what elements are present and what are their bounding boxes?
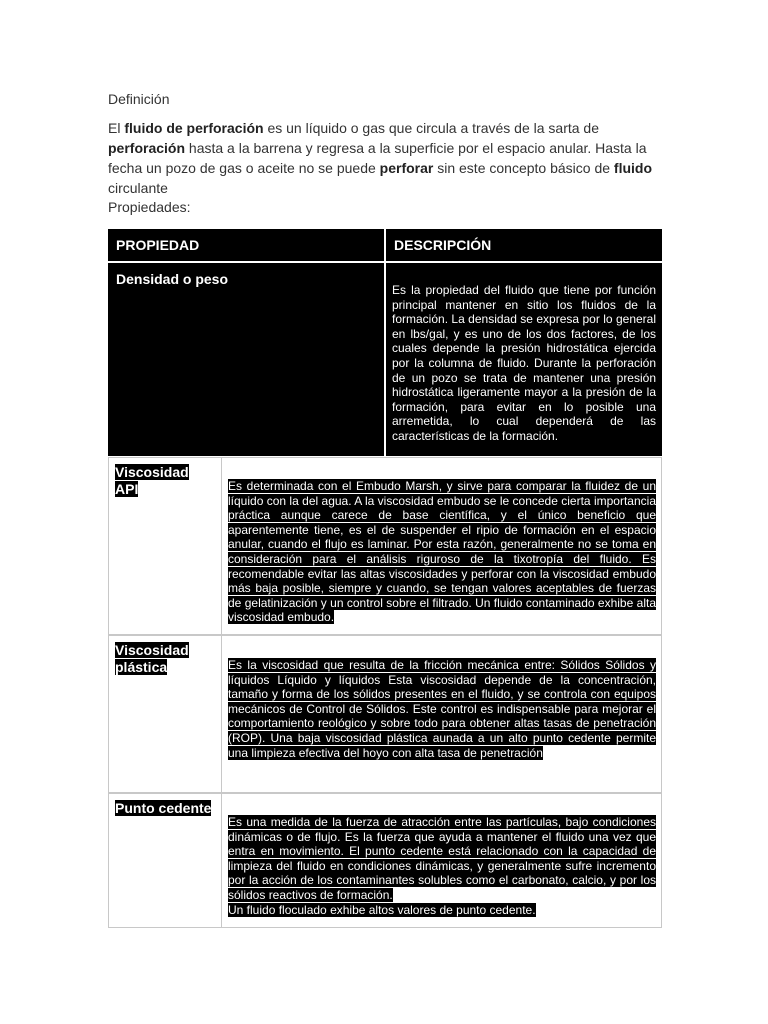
intro-bold: fluido (613, 160, 653, 176)
table-row (108, 263, 662, 456)
row-description (228, 479, 656, 625)
intro-text: El (108, 120, 125, 136)
row-description: Es la propiedad del fluido que tiene por función principal mantener en sitio los fluidos de la formación. La densidad se expresa por lo general en lbs/gal, y es uno de los dos factores, de los cuales depende la presión hidrostática ejercida por la columna de fluido. Durante la perforación de un pozo se trata de mantener una presión hidrostática ligeramente mayor a la presión de la formación, para evitar en lo posible una arremetida, lo cual dependerá de las características de la formación. (392, 283, 656, 443)
intro-bold: fluido de perforación (124, 120, 264, 136)
table-row (108, 457, 662, 635)
column-divider (384, 263, 386, 456)
intro-text: circulante (108, 180, 168, 196)
column-divider (221, 458, 222, 634)
row-description (228, 658, 656, 760)
intro-text: es un líquido o gas que circula a través de la sarta de (263, 120, 600, 136)
intro-bold: perforación (108, 140, 186, 156)
table-row (108, 635, 662, 793)
intro-text: sin este concepto básico de (433, 160, 614, 176)
column-divider (221, 636, 222, 792)
intro-paragraph (108, 118, 664, 198)
row-property-text: Viscosidad API (115, 464, 189, 497)
intro-text: hasta a la barrena y regresa a la superficie por el espacio anular. Hasta la fecha un pozo de gas o aceite no se puede (108, 140, 647, 176)
row-property-text: Punto cedente (115, 800, 212, 816)
row-description (228, 815, 656, 917)
intro-bold: perforar (379, 160, 434, 176)
row-description-text: Es la viscosidad que resulta de la fricción mecánica entre: Sólidos Sólidos y líquidos Líquido y líquidos Esta viscosidad depende de la concentración, tamaño y forma de los sólidos presentes en el fluido, y se controla con equipos mecánicos de Control de Sólidos. Este control es indispensable para mejorar el comportamiento reológico y sobre todo para obtener altas tasas de penetración (ROP). Una baja viscosidad plástica aunada a un alto punto cedente permite una limpieza efectiva del hoyo con alta tasa de penetración (228, 658, 656, 760)
row-property (115, 800, 215, 817)
header-description: DESCRIPCIÓN (386, 229, 662, 261)
row-property (115, 642, 215, 676)
row-property-text: Viscosidad plástica (115, 642, 189, 675)
row-description-text: Es una medida de la fuerza de atracción entre las partículas, bajo condiciones dinámicas o de flujo. Es la fuerza que ayuda a mantener el fluido una vez que entra en movimiento. El punto cedente está relacionado con la capacidad de limpieza del fluido en condiciones dinámicas, y generalmente sufre incremento por la acción de los contaminantes solubles como el carbonato, calcio, y por los sólidos reactivos de formación. (228, 815, 656, 902)
row-property: Densidad o peso (116, 271, 229, 287)
properties-heading: Propiedades: (108, 199, 191, 215)
row-description-text: Es determinada con el Embudo Marsh, y sirve para comparar la fluidez de un líquido con la del agua. A la viscosidad embudo se le concede cierta importancia práctica aunque carece de base científica, y el único beneficio que aparentemente tiene, es el de suspender el ripio de formación en el espacio anular, cuando el flujo es laminar. Por esta razón, generalmente no se toma en consideración para el análisis riguroso de la tixotropía del fluido. Es recomendable evitar las altas viscosidades y perforar con la viscosidad embudo más baja posible, siempre y cuando, se tengan valores aceptables de fuerzas de gelatinización y un control sobre el filtrado. Un fluido contaminado exhibe alta viscosidad embudo. (228, 479, 656, 625)
row-description-extra: Un fluido floculado exhibe altos valores de punto cedente. (228, 902, 536, 917)
definition-heading: Definición (108, 91, 170, 107)
header-property: PROPIEDAD (108, 229, 384, 261)
row-property (115, 464, 215, 498)
column-divider (221, 794, 222, 927)
table-row (108, 793, 662, 928)
